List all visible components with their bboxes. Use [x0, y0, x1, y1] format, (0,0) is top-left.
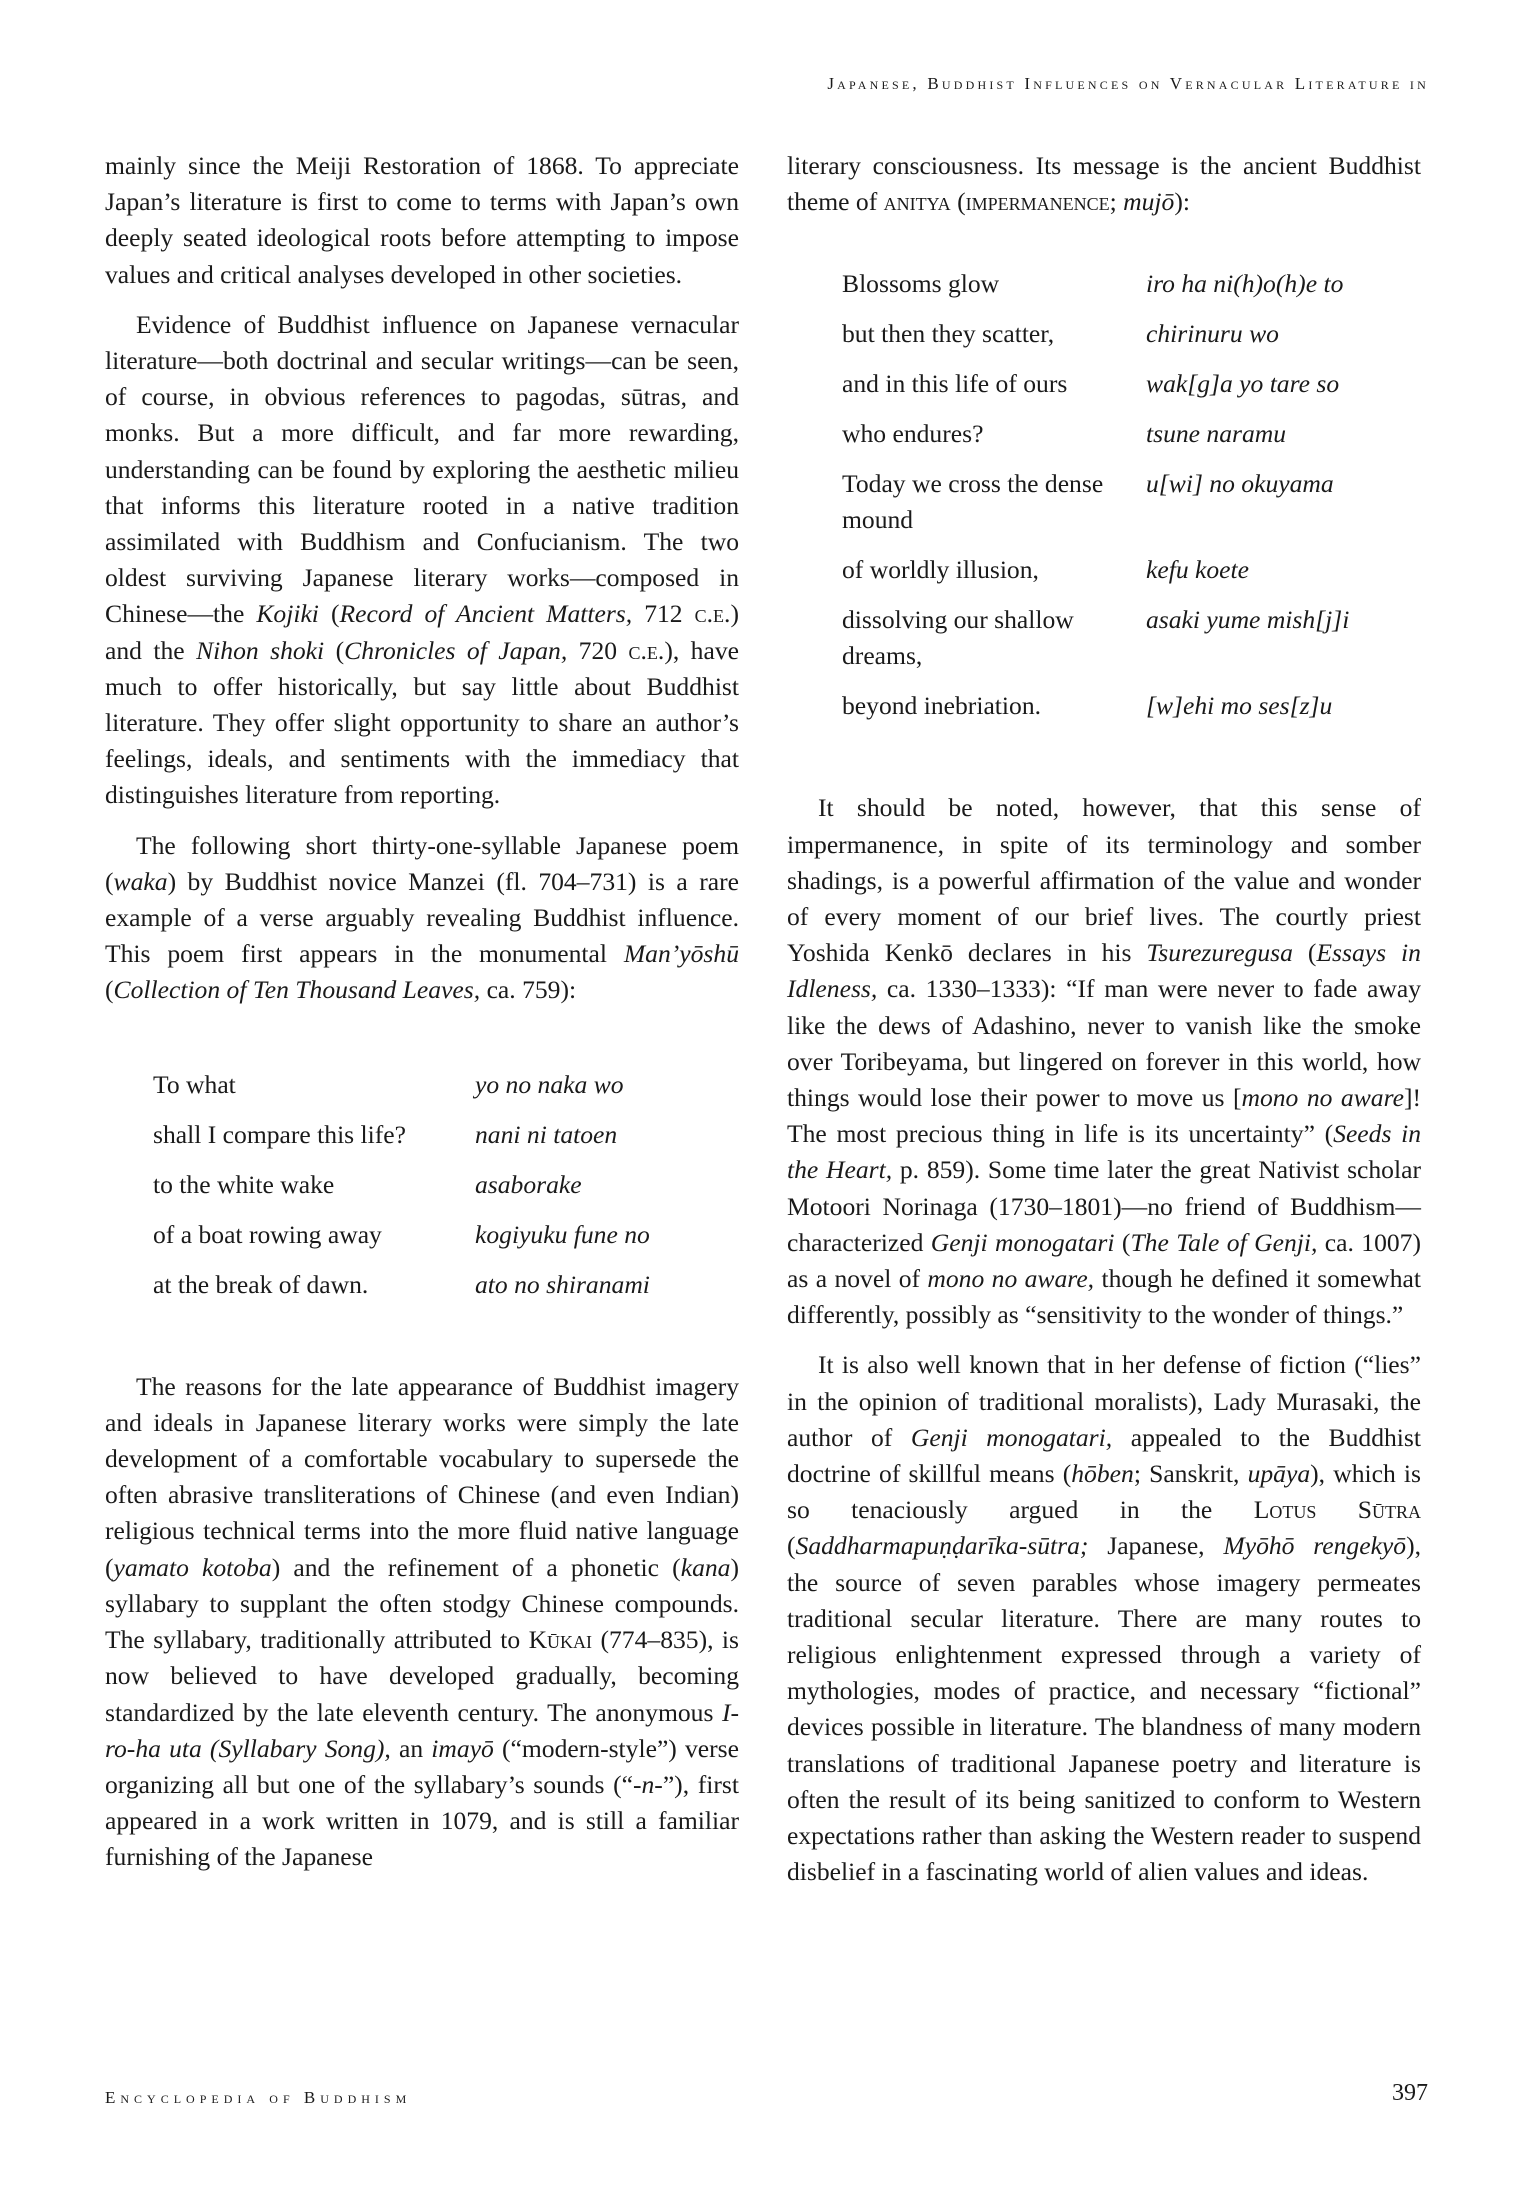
paragraph: It should be noted, however, that this sense of impermanence, in spite of its terminology and somber shadings, is a powerful affirmation of the value and wonder of every moment of our brief lives. The courtly priest Yoshida Kenkō declares in his Tsurezuregusa (Essays in Idleness, ca. 1330–1333): “If man were never to fade away like the dews of Adashino, never to vanish like the smoke over Toribeyama, but lingered on forever in this world, how things would lose their power to move us [mono no aware]! The most precious thing in life is its uncertainty” (Seeds in the Heart, p. 859). Some time later the great Nativist scholar Motoori Norinaga (1730–1801)—no friend of Buddhism—characterized Genji monogatari (The Tale of Genji, ca. 1007) as a novel of mono no aware, though he defined it somewhat differently, possibly as “sensitivity to the wonder of things.”: [787, 793, 1421, 1330]
poem-line: Blossoms glow iro ha ni(h)o(h)e to: [842, 269, 1344, 299]
poem-line: but then they scatter, chirinuru wo: [842, 319, 1279, 349]
poem-line: dissolving our shallow dreams, asaki yume mish[j]i: [842, 605, 1350, 671]
poem-line: who endures? tsune naramu: [842, 419, 1287, 449]
poem-line: To what yo no naka wo: [153, 1069, 624, 1099]
poem-manzei: [153, 1067, 650, 1317]
poem-iroha: [842, 266, 1349, 738]
footer-book-title: Encyclopedia of Buddhism: [105, 2088, 412, 2107]
poem-line: to the white wake asaborake: [153, 1169, 582, 1199]
poem-line: Today we cross the dense mound u[wi] no okuyama: [842, 469, 1334, 535]
poem-line: of worldly illusion, kefu koete: [842, 555, 1250, 585]
poem-line: beyond inebriation. [w]ehi mo ses[z]u: [842, 691, 1333, 721]
poem-line: at the break of dawn. ato no shiranami: [153, 1269, 650, 1299]
poem-line: of a boat rowing away kogiyuku fune no: [153, 1219, 650, 1249]
paragraph: literary consciousness. Its message is the ancient Buddhist theme of anitya (impermanence; mujō):: [787, 151, 1421, 217]
right-column: [787, 148, 1421, 1905]
paragraph: Evidence of Buddhist influence on Japanese vernacular literature—both doctrinal and secular writings—can be seen, of course, in obvious references to pagodas, sūtras, and monks. But a more difficult, and far more rewarding, understanding can be found by exploring the aesthetic milieu that informs this literature rooted in a native tradition assimilated with Buddhism and Confucianism. The two oldest surviving Japanese literary works—composed in Chinese—the Kojiki (Record of Ancient Matters, 712 c.e.) and the Nihon shoki (Chronicles of Japan, 720 c.e.), have much to offer historically, but say little about Buddhist literature. They offer slight opportunity to share an author’s feelings, ideals, and sentiments with the immediacy that distinguishes literature from reporting.: [105, 309, 739, 810]
paragraph: It is also well known that in her defense of fiction (“lies” in the opinion of traditional moralists), Lady Murasaki, the author of Genji monogatari, appealed to the Buddhist doctrine of skillful means (hōben; Sanskrit, upāya), which is so tenaciously argued in the Lotus Sūtra (Saddharmapuṇḍarīka-sūtra; Japanese, Myōhō rengekyō), the source of seven parables whose imagery permeates traditional secular literature. There are many routes to religious enlightenment expressed through a variety of mythologies, modes of practice, and necessary “fictional” devices possible in literature. The blandness of many modern translations of traditional Japanese poetry and literature is often the result of its being sanitized to conform to Western expectations rather than asking the Western reader to suspend disbelief in a fascinating world of alien values and ideas.: [787, 1350, 1422, 1887]
running-head: Japanese, Buddhist Influences on Vernacular Literature in: [827, 74, 1429, 93]
paragraph: The following short thirty-one-syllable Japanese poem (waka) by Buddhist novice Manzei (fl. 704–731) is a rare example of a verse arguably revealing Buddhist influence. This poem first appears in the monumental Man’yōshū (Collection of Ten Thousand Leaves, ca. 759):: [105, 830, 739, 1005]
poem-line: shall I compare this life? nani ni tatoen: [153, 1119, 618, 1149]
poem-line: and in this life of ours wak[g]a yo tare so: [842, 369, 1340, 399]
paragraph: mainly since the Meiji Restoration of 1868. To appreciate Japan’s literature is first to come to terms with Japan’s own deeply seated ideological roots before attempting to impose values and critical analyses developed in other societies.: [105, 151, 739, 289]
left-column: [105, 148, 739, 1890]
paragraph: The reasons for the late appearance of Buddhist imagery and ideals in Japanese literary works were simply the late development of a comfortable vocabulary to supersede the often abrasive transliterations of Chinese (and even Indian) religious technical terms into the more fluid native language (yamato kotoba) and the refinement of a phonetic (kana) syllabary to supplant the often stodgy Chinese compounds. The syllabary, traditionally attributed to Kūkai (774–835), is now believed to have developed gradually, becoming standardized by the late eleventh century. The anonymous I-ro-ha uta (Syllabary Song), an imayō (“modern-style”) verse organizing all but one of the syllabary’s sounds (“-n-”), first appeared in a work written in 1079, and is still a familiar furnishing of the Japanese: [105, 1371, 740, 1872]
page-number: 397: [1392, 2080, 1428, 2106]
